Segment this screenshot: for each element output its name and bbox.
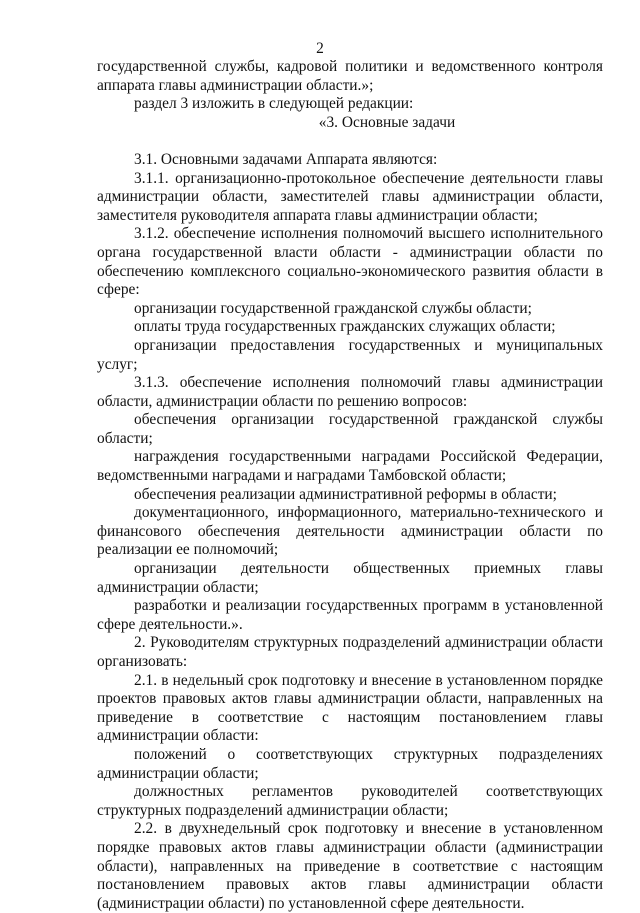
list-item: должностных регламентов руководителей соответствующих структурных подразделений администрации области; [97,783,603,819]
paragraph: государственной службы, кадровой политики и ведомственного контроля аппарата главы администрации области.»; [97,58,603,94]
paragraph: 3.1.3. обеспечение исполнения полномочий главы администрации области, администрации области по решению вопросов: [97,374,603,410]
document-body [97,58,603,913]
paragraph: 3.1.1. организационно-протокольное обеспечение деятельности главы администрации области, заместителей главы администрации области, заместителя руководителя аппарата главы администрации области; [97,169,603,224]
list-item: оплаты труда государственных гражданских служащих области; [134,318,556,336]
paragraph: 3.1.2. обеспечение исполнения полномочий высшего исполнительного органа государственной власти области - администрации области по обеспечению комплексного социально-экономического развития области в сфере: [97,225,603,299]
list-item: награждения государственными наградами Российской Федерации, ведомственными наградами и наградами Тамбовской области; [97,448,603,485]
list-item: документационного, информационного, материально-технического и финансового обеспечения деятельности администрации области по реализации ее полномочий; [97,504,603,559]
list-item: разработки и реализации государственных программ в установленной сфере деятельности.». [97,597,603,633]
paragraph: 3.1. Основными задачами Аппарата являются: [134,150,438,168]
list-item: обеспечения реализации административной реформы в области; [134,485,557,503]
page-number: 2 [316,40,324,57]
list-item: организации государственной гражданской службы области; [134,299,532,317]
paragraph: 2.1. в недельный срок подготовку и внесение в установленном порядке проектов правовых актов главы администрации области, направленных на приведение в соответствие с настоящим постановлением главы администрации области: [97,671,603,745]
list-item: организации деятельности общественных приемных главы администрации области; [97,560,603,596]
list-item: обеспечения организации государственной гражданской службы области; [97,411,603,447]
paragraph: 2.2. в двухнедельный срок подготовку и внесение в установленном порядке правовых актов главы администрации области (администрации области), направленных на приведение в соответствие с настоящим постановлением правовых актов главы администрации области (администрации области) по установленной сфере деятельности. [97,820,603,912]
paragraph: раздел 3 изложить в следующей редакции: [134,95,414,113]
list-item: положений о соответствующих структурных подразделениях администрации области; [97,745,603,782]
section-heading: «3. Основные задачи [318,113,456,131]
list-item: организации предоставления государственных и муниципальных услуг; [97,336,603,373]
paragraph: 2. Руководителям структурных подразделений администрации области организовать: [97,634,603,670]
